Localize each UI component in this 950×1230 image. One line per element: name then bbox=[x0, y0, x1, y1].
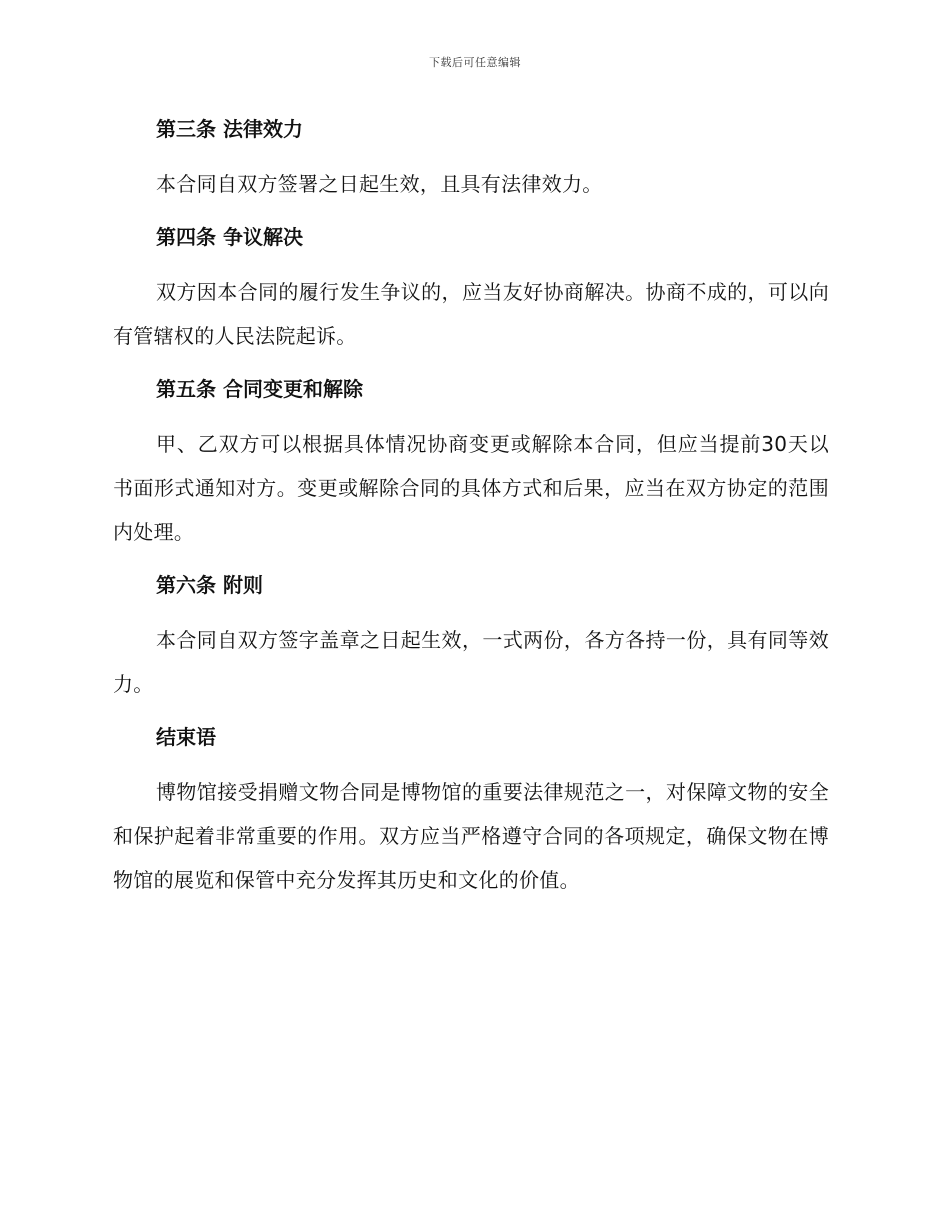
section-heading-article-6: 第六条 附则 bbox=[156, 573, 263, 597]
document-body bbox=[113, 108, 829, 912]
section-heading-article-5: 第五条 合同变更和解除 bbox=[156, 377, 363, 401]
section-heading-article-4: 第四条 争议解决 bbox=[156, 225, 303, 249]
section-heading-article-3: 第三条 法律效力 bbox=[156, 117, 303, 141]
page-header: 下载后可任意编辑 bbox=[429, 56, 521, 69]
section-paragraph-article-6: 本合同自双方签字盖章之日起生效，一式两份，各方各持一份，具有同等效力。 bbox=[113, 628, 829, 696]
section-paragraph-article-5: 甲、乙双方可以根据具体情况协商变更或解除本合同，但应当提前30天以书面形式通知对方。变更或解除合同的具体方式和后果，应当在双方协定的范围内处理。 bbox=[113, 432, 829, 544]
section-heading-conclusion: 结束语 bbox=[156, 725, 216, 749]
section-paragraph-conclusion: 博物馆接受捐赠文物合同是博物馆的重要法律规范之一，对保障文物的安全和保护起着非常重要的作用。双方应当严格遵守合同的各项规定，确保文物在博物馆的展览和保管中充分发挥其历史和文化的价值。 bbox=[113, 780, 829, 892]
section-paragraph-article-3: 本合同自双方签署之日起生效，且具有法律效力。 bbox=[156, 172, 603, 196]
section-paragraph-article-4: 双方因本合同的履行发生争议的，应当友好协商解决。协商不成的，可以向有管辖权的人民法院起诉。 bbox=[113, 280, 829, 348]
